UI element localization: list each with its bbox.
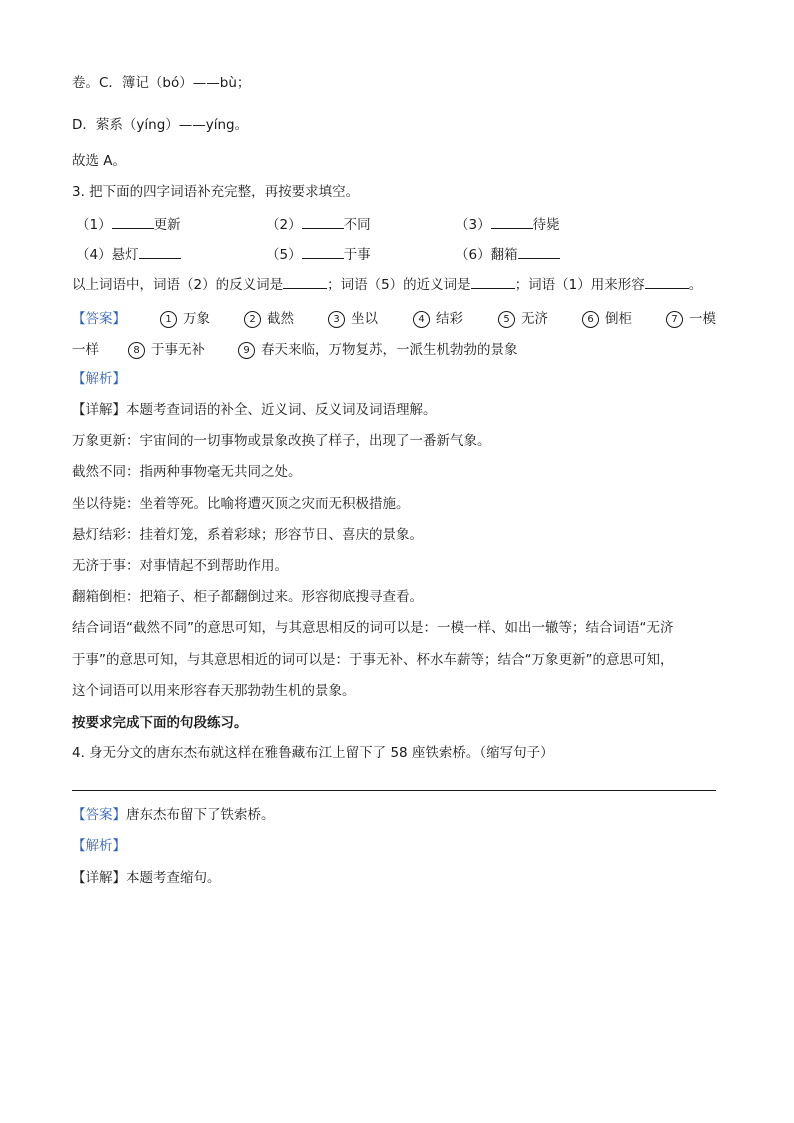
circled-number: 3: [328, 311, 345, 328]
answer-blank[interactable]: [139, 245, 181, 259]
text-line: 卷。C．簿记（bó）——bù；: [72, 75, 251, 91]
circled-number: 8: [128, 342, 145, 359]
answer-blank[interactable]: [645, 275, 689, 289]
answer-option: 2 截然: [244, 307, 294, 329]
answer-blank[interactable]: [518, 245, 560, 259]
summary-line: 结合词语“截然不同”的意思可知，与其意思相反的词可以是：一模一样、如出一辙等；结合词语“无济: [72, 620, 674, 636]
circled-number: 9: [238, 342, 255, 359]
answer-continuation: 一样: [72, 342, 99, 358]
detail-line: [72, 868, 221, 888]
answer-blank[interactable]: [471, 275, 515, 289]
answer-blank[interactable]: [491, 215, 533, 229]
answer-option: 9 春天来临，万物复苏，一派生机勃勃的景象: [238, 338, 518, 360]
answer-option: 4 结彩: [413, 307, 463, 329]
answer-3-row: [72, 338, 722, 358]
answer-blank[interactable]: [112, 215, 154, 229]
analysis-tag: 【解析】: [72, 838, 126, 854]
definition-line: 万象更新：宇宙间的一切事物或景象改换了样子，出现了一番新气象。: [72, 433, 491, 449]
definition-line: 截然不同：指两种事物毫无共同之处。: [72, 464, 302, 480]
answer-option: 5 无济: [498, 307, 548, 329]
answer-option: 1 万象: [160, 307, 210, 329]
answer-blank[interactable]: [302, 215, 344, 229]
circled-number: 7: [666, 311, 683, 328]
item-3: （3） 待毙: [455, 217, 560, 233]
answer-tag: 【答案】: [72, 807, 126, 823]
answer-4: [72, 805, 275, 825]
circled-number: 6: [582, 311, 599, 328]
answer-text: 唐东杰布留下了铁索桥。: [126, 807, 275, 823]
definition-line: 翻箱倒柜：把箱子、柜子都翻倒过来。形容彻底搜寻查看。: [72, 589, 423, 605]
circled-number: 1: [160, 311, 177, 328]
fill-instruction: 以上词语中，词语（2）的反义词是 ；词语（5）的近义词是 ；词语（1）用来形容 。: [72, 277, 703, 293]
definition-line: 悬灯结彩：挂着灯笼，系着彩球；形容节日、喜庆的景象。: [72, 527, 423, 543]
text-line: D．萦系（yíng）——yíng。: [72, 117, 249, 133]
question-4: 4. 身无分文的唐东杰布就这样在雅鲁藏布江上留下了 58 座铁索桥。（缩写句子）: [72, 745, 554, 761]
circled-number: 4: [413, 311, 430, 328]
answer-option: 3 坐以: [328, 307, 378, 329]
item-4: （4）悬灯: [76, 243, 181, 263]
item-5: （5） 于事: [266, 247, 371, 263]
answer-option: 6 倒柜: [582, 307, 632, 329]
answer-option: 7 一模: [666, 307, 716, 329]
circled-number: 2: [244, 311, 261, 328]
summary-line: 这个词语可以用来形容春天那勃勃生机的景象。: [72, 683, 356, 699]
summary-line: 于事”的意思可知，与其意思相近的词可以是：于事无补、杯水车薪等；结合“万象更新”的意思可知，: [72, 652, 674, 668]
definition-line: 无济于事：对事情起不到帮助作用。: [72, 558, 288, 574]
definition-line: 坐以待毙：坐着等死。比喻将遭灭顶之灾而无积极措施。: [72, 496, 410, 512]
answer-3-row: [72, 307, 722, 327]
circled-number: 5: [498, 311, 515, 328]
answer-option: 8 于事无补: [128, 338, 205, 360]
answer-line[interactable]: [72, 790, 716, 791]
item-6: （6）翻箱: [455, 243, 560, 263]
analysis-tag: 【解析】: [72, 371, 126, 387]
question-3-title: 3. 把下面的四字词语补充完整，再按要求填空。: [72, 184, 360, 200]
answer-blank[interactable]: [283, 275, 327, 289]
text-line: 故选 A。: [72, 153, 127, 169]
detail-text: 本题考查缩句。: [126, 870, 221, 886]
detail-tag: 【详解】: [72, 870, 126, 886]
answer-blank[interactable]: [302, 245, 344, 259]
detail-line: 【详解】本题考查词语的补全、近义词、反义词及词语理解。: [72, 402, 437, 418]
section-heading: 按要求完成下面的句段练习。: [72, 715, 248, 731]
item-2: （2） 不同: [266, 217, 371, 233]
item-1: （1） 更新: [76, 217, 181, 233]
answer-tag: 【答案】: [72, 311, 126, 327]
